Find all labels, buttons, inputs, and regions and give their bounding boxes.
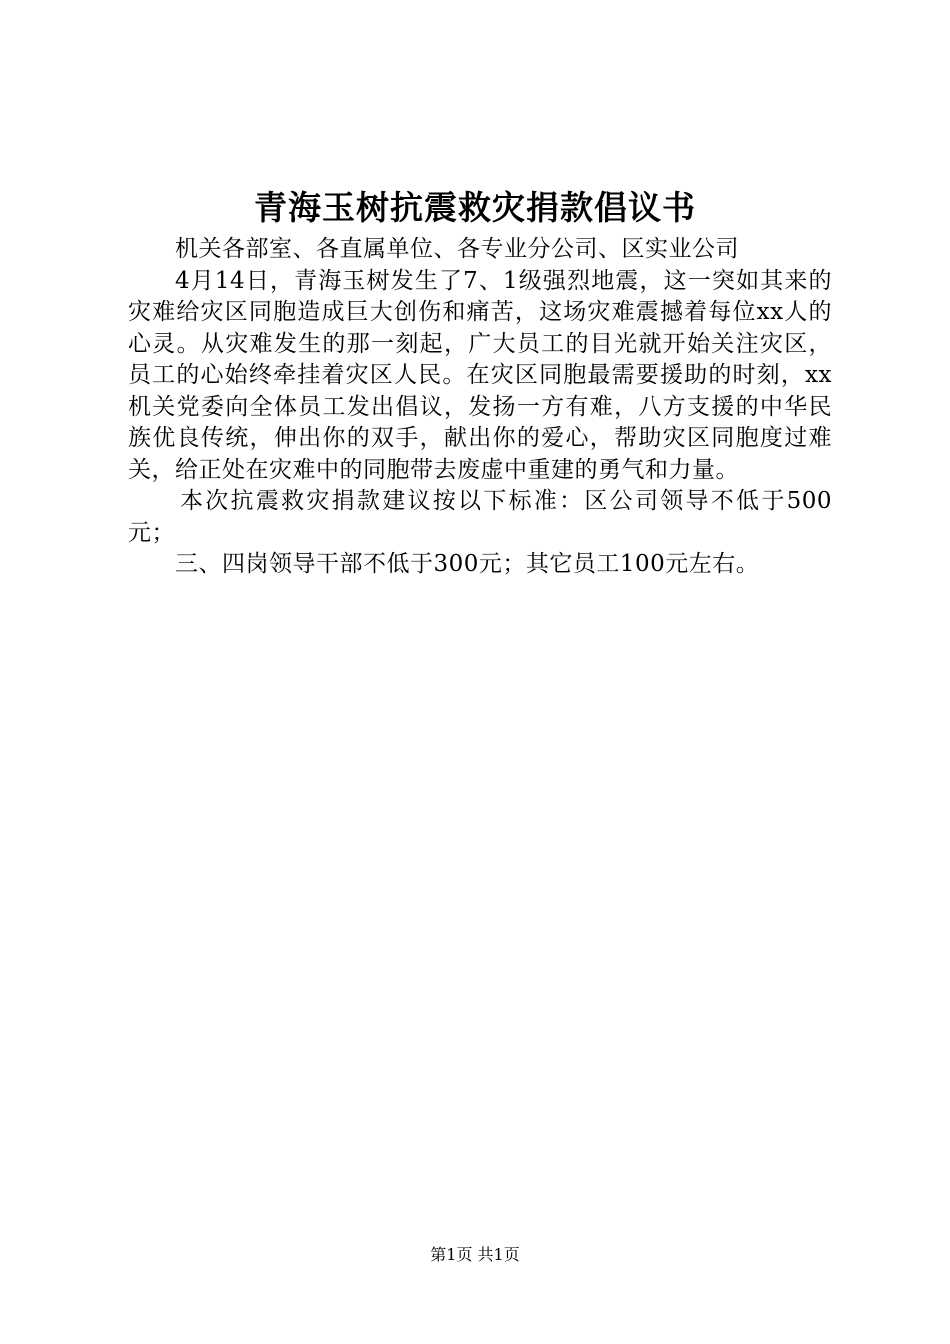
paragraph-1: 4月14日，青海玉树发生了7、1级强烈地震，这一突如其来的灾难给灾区同胞造成巨大创伤和痛苦，这场灾难震撼着每位xx人的心灵。从灾难发生的那一刻起，广大员工的目光就开始关注灾区，员工的心始终牵挂着灾区人民。在灾区同胞最需要援助的时刻，xx机关党委向全体员工发出倡议，发扬一方有难，八方支援的中华民族优良传统，伸出你的双手，献出你的爱心，帮助灾区同胞度过难关，给正处在灾难中的同胞带去废虚中重建的勇气和力量。: [128, 267, 832, 483]
page-footer: 第1页 共1页: [430, 1245, 520, 1264]
paragraph-2: 本次抗震救灾捐款建议按以下标准：区公司领导不低于500元；: [128, 488, 832, 546]
document-body: [128, 234, 832, 581]
document-title: 青海玉树抗震救灾捐款倡议书: [254, 188, 696, 227]
paragraph-3: 三、四岗领导干部不低于300元；其它员工100元左右。: [175, 551, 760, 577]
addressee-line: 机关各部室、各直属单位、各专业分公司、区实业公司: [175, 236, 739, 262]
